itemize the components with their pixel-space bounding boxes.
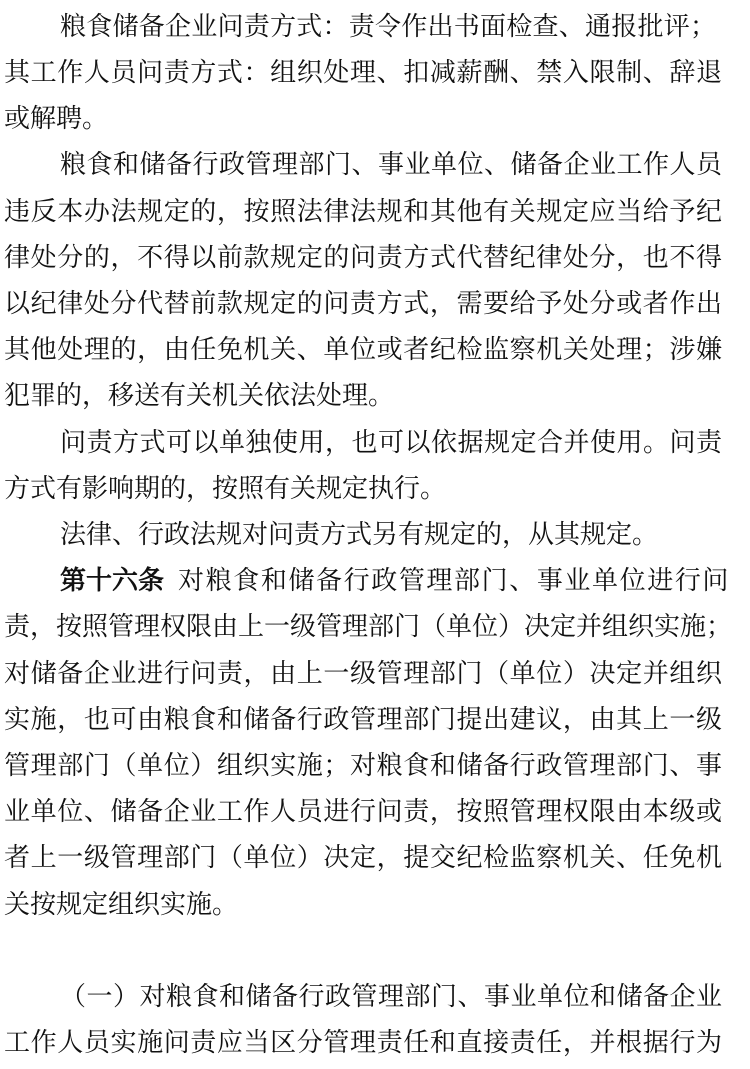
text-line-19: 者上一级管理部门（单位）决定，提交纪检监察机关、任免机 bbox=[4, 843, 722, 873]
article-heading: 第十六条 bbox=[60, 566, 165, 596]
text-line-12: 法律、行政法规对问责方式另有规定的，从其规定。 bbox=[60, 520, 659, 550]
text-line-20: 关按规定组织实施。 bbox=[4, 890, 239, 920]
text-line-17: 管理部门（单位）组织实施；对粮食和储备行政管理部门、事 bbox=[4, 751, 722, 781]
text-line-4: 粮食和储备行政管理部门、事业单位、储备企业工作人员 bbox=[60, 150, 722, 180]
text-line-2: 其工作人员问责方式：组织处理、扣减薪酬、禁入限制、辞退 bbox=[4, 58, 722, 88]
text-line-5: 违反本办法规定的，按照法律法规和其他有关规定应当给予纪 bbox=[4, 197, 722, 227]
text-line-1: 粮食储备企业问责方式：责令作出书面检查、通报批评； bbox=[60, 12, 716, 42]
text-line-11: 方式有影响期的，按照有关规定执行。 bbox=[4, 474, 447, 504]
article-line-text: 对粮食和储备行政管理部门、事业单位进行问 bbox=[178, 566, 731, 596]
text-line-8: 其他处理的，由任免机关、单位或者纪检监察机关处理；涉嫌 bbox=[4, 335, 722, 365]
text-line-15: 对储备企业进行问责，由上一级管理部门（单位）决定并组织 bbox=[4, 659, 722, 689]
text-line-21: （一）对粮食和储备行政管理部门、事业单位和储备企业 bbox=[60, 982, 722, 1012]
text-line-10: 问责方式可以单独使用，也可以依据规定合并使用。问责 bbox=[60, 428, 722, 458]
text-line-18: 业单位、储备企业工作人员进行问责，按照管理权限由本级或 bbox=[4, 797, 722, 827]
text-line-16: 实施，也可由粮食和储备行政管理部门提出建议，由其上一级 bbox=[4, 705, 722, 735]
text-line-3: 或解聘。 bbox=[4, 104, 109, 134]
text-line-22: 工作人员实施问责应当区分管理责任和直接责任，并根据行为 bbox=[4, 1028, 722, 1058]
article-line bbox=[60, 555, 731, 607]
text-line-9: 犯罪的，移送有关机关依法处理。 bbox=[4, 381, 395, 411]
text-line-7: 以纪律处分代替前款规定的问责方式，需要给予处分或者作出 bbox=[4, 289, 722, 319]
text-line-14: 责，按照管理权限由上一级管理部门（单位）决定并组织实施； bbox=[4, 612, 733, 642]
text-line-6: 律处分的，不得以前款规定的问责方式代替纪律处分，也不得 bbox=[4, 243, 722, 273]
